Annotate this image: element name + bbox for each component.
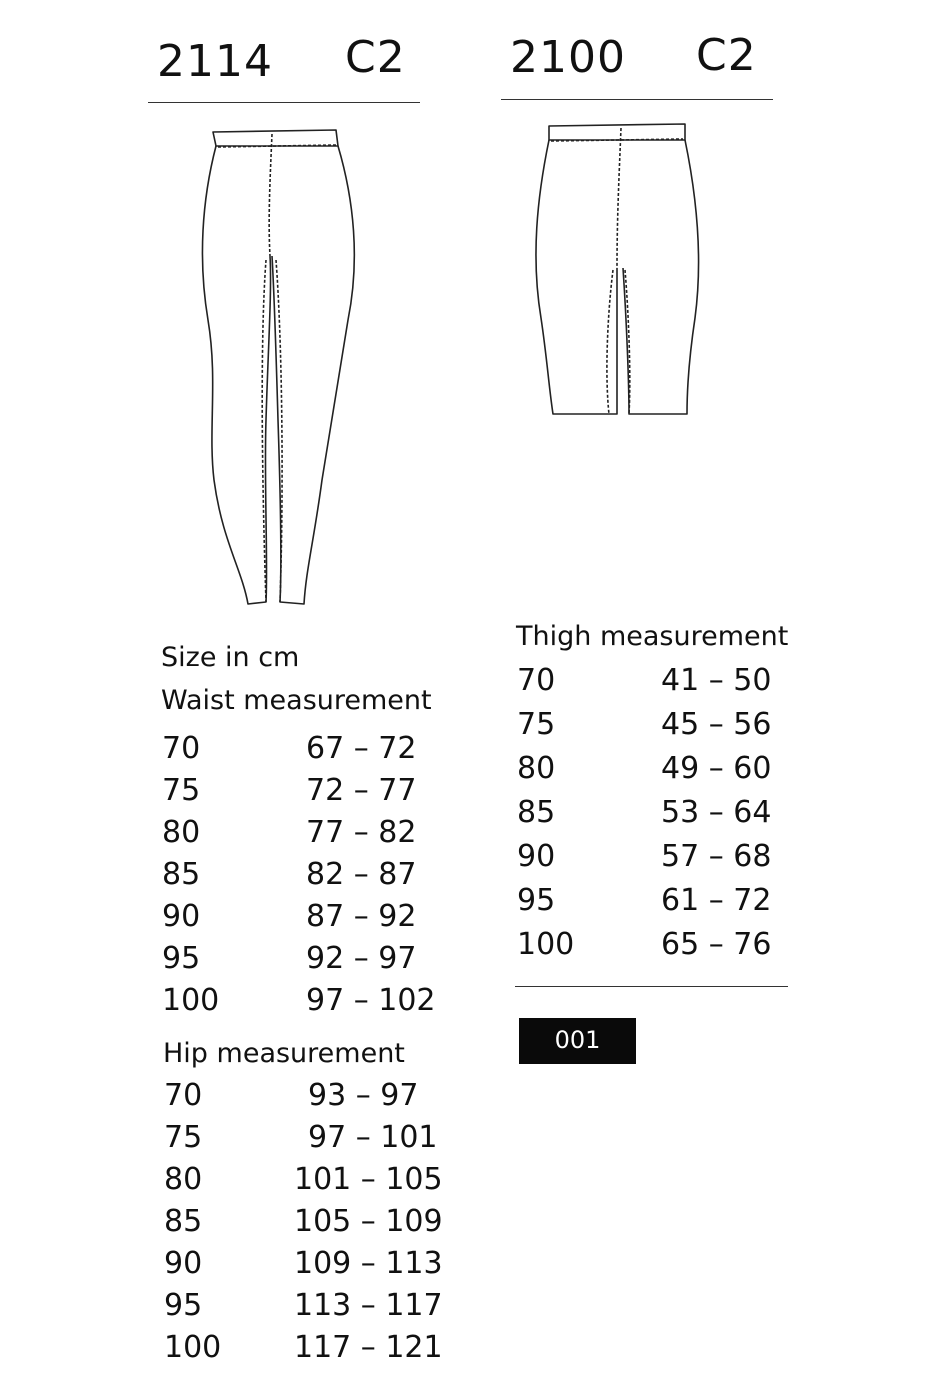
range-cell: 87 – 92 (306, 899, 417, 934)
thigh-title: Thigh measurement (516, 621, 789, 652)
style-number-2114: 2114 (157, 36, 273, 87)
short-leggings-illustration (525, 118, 715, 423)
waist-title: Waist measurement (161, 685, 432, 716)
color-code-badge: 001 (519, 1018, 636, 1064)
size-cell: 75 (517, 707, 556, 742)
size-cell: 75 (162, 773, 201, 808)
size-cell: 85 (162, 857, 201, 892)
range-cell: 101 – 105 (294, 1162, 443, 1197)
divider-left (148, 102, 420, 103)
size-cell: 85 (164, 1204, 203, 1239)
range-cell: 93 – 97 (308, 1078, 419, 1113)
range-cell: 61 – 72 (661, 883, 772, 918)
size-label: Size in cm (161, 642, 300, 673)
range-cell: 65 – 76 (661, 927, 772, 962)
range-cell: 49 – 60 (661, 751, 772, 786)
range-cell: 72 – 77 (306, 773, 417, 808)
size-cell: 100 (162, 983, 220, 1018)
size-cell: 95 (517, 883, 556, 918)
size-cell: 90 (517, 839, 556, 874)
size-cell: 90 (164, 1246, 203, 1281)
size-cell: 80 (162, 815, 201, 850)
size-cell: 80 (164, 1162, 203, 1197)
long-leggings-illustration (180, 120, 380, 620)
range-cell: 82 – 87 (306, 857, 417, 892)
style-code-2100: C2 (696, 30, 757, 81)
range-cell: 109 – 113 (294, 1246, 443, 1281)
size-cell: 100 (517, 927, 575, 962)
range-cell: 77 – 82 (306, 815, 417, 850)
range-cell: 97 – 102 (306, 983, 436, 1018)
range-cell: 117 – 121 (294, 1330, 443, 1365)
style-number-2100: 2100 (510, 32, 626, 83)
range-cell: 92 – 97 (306, 941, 417, 976)
size-cell: 70 (162, 731, 201, 766)
size-cell: 90 (162, 899, 201, 934)
size-cell: 100 (164, 1330, 222, 1365)
range-cell: 105 – 109 (294, 1204, 443, 1239)
size-cell: 70 (164, 1078, 203, 1113)
hip-title: Hip measurement (163, 1038, 405, 1069)
size-cell: 70 (517, 663, 556, 698)
size-cell: 85 (517, 795, 556, 830)
size-cell: 95 (162, 941, 201, 976)
divider-right (501, 99, 773, 100)
range-cell: 97 – 101 (308, 1120, 438, 1155)
size-cell: 80 (517, 751, 556, 786)
size-cell: 75 (164, 1120, 203, 1155)
range-cell: 53 – 64 (661, 795, 772, 830)
range-cell: 67 – 72 (306, 731, 417, 766)
range-cell: 57 – 68 (661, 839, 772, 874)
range-cell: 41 – 50 (661, 663, 772, 698)
range-cell: 45 – 56 (661, 707, 772, 742)
divider-thigh (515, 986, 788, 987)
style-code-2114: C2 (345, 32, 406, 83)
size-cell: 95 (164, 1288, 203, 1323)
range-cell: 113 – 117 (294, 1288, 443, 1323)
